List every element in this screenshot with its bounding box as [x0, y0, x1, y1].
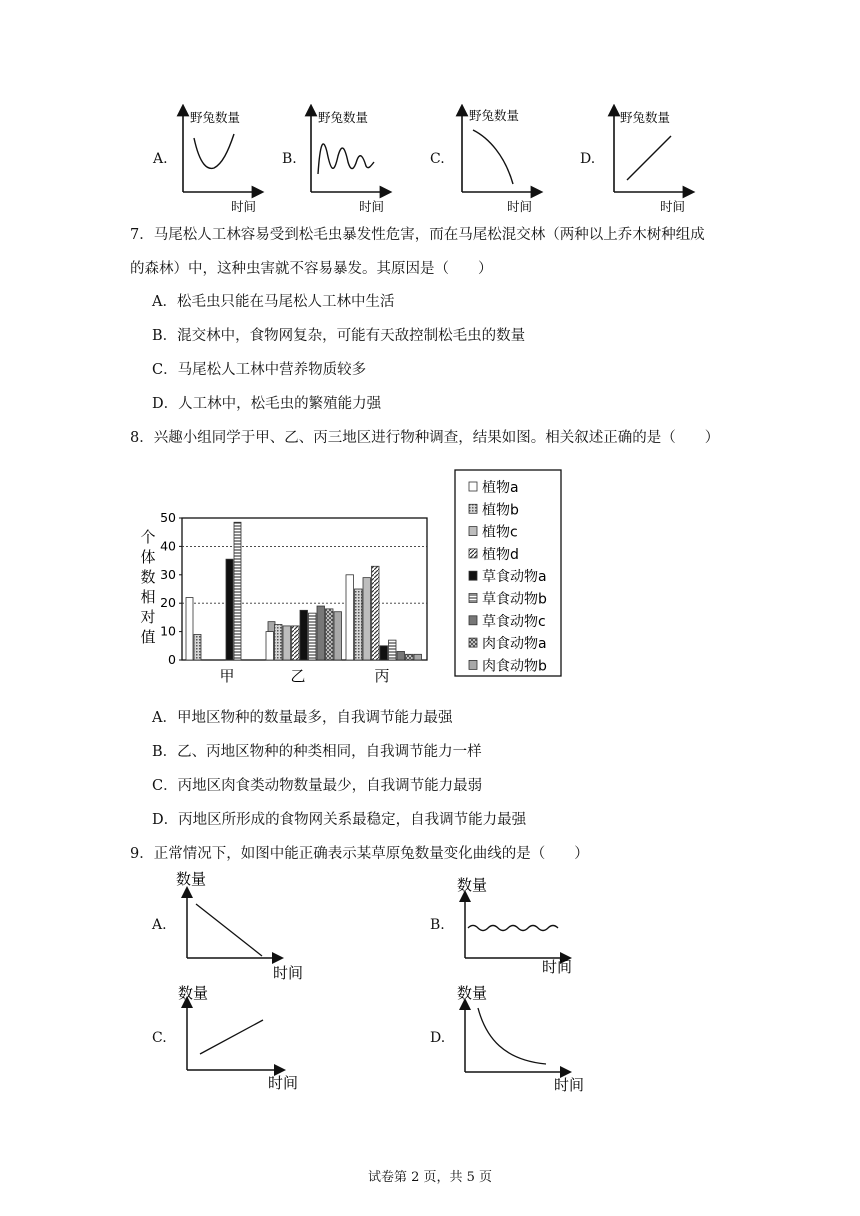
x-axis-label: 时间	[231, 199, 257, 214]
bar	[309, 613, 317, 660]
y-tick-label: 30	[160, 566, 176, 582]
q9-stem: 9．正常情况下，如图中能正确表示某草原兔数量变化曲线的是（ ）	[130, 846, 589, 862]
bar	[355, 589, 363, 660]
y-tick-label: 0	[168, 652, 176, 667]
legend-swatch	[469, 571, 477, 580]
q9-option-a-letter: A.	[152, 917, 167, 933]
y-axis-label: 数量	[457, 984, 488, 1002]
legend-label: 植物c	[482, 524, 518, 541]
legend-label: 植物d	[482, 546, 519, 563]
bar	[372, 566, 380, 660]
q6-graph-b	[298, 104, 398, 214]
q6-line-d	[627, 136, 671, 180]
y-tick-label: 40	[160, 538, 176, 554]
q7-option-d[interactable]: D．人工林中，松毛虫的繁殖能力强	[152, 396, 382, 412]
y-label-char: 体	[140, 548, 156, 566]
bar	[283, 626, 291, 660]
q6-graph-c	[449, 104, 549, 214]
x-axis-label: 时间	[660, 199, 686, 214]
q6-curve-a	[194, 134, 234, 168]
y-label-char: 数	[140, 568, 156, 586]
bar	[334, 612, 342, 660]
q9-graph-c	[168, 980, 318, 1098]
q9-curve-d	[478, 1008, 546, 1064]
chart-legend	[455, 470, 561, 676]
y-label-char: 相	[140, 588, 156, 606]
q8-option-a[interactable]: A．甲地区物种的数量最多，自我调节能力最强	[152, 710, 453, 726]
legend-swatch	[469, 594, 477, 603]
legend-label: 植物b	[482, 502, 519, 519]
q7-option-c[interactable]: C．马尾松人工林中营养物质较多	[152, 362, 367, 378]
y-axis-label: 野兔数量	[469, 108, 520, 123]
q9-line-c	[200, 1020, 263, 1054]
legend-swatch	[469, 616, 477, 625]
q7-option-b[interactable]: B．混交林中，食物网复杂，可能有天敌控制松毛虫的数量	[152, 328, 526, 344]
category-label: 丙	[374, 667, 390, 685]
q8-option-b[interactable]: B．乙、丙地区物种的种类相同，自我调节能力一样	[152, 744, 482, 760]
q9-option-c-letter: C.	[152, 1030, 167, 1046]
q9-curve-b	[468, 926, 558, 931]
x-axis-label: 时间	[268, 1074, 299, 1092]
q7-stem-line2: 的森林）中，这种虫害就不容易暴发。其原因是（ ）	[130, 261, 493, 277]
y-tick-label: 10	[160, 623, 176, 639]
bar	[363, 578, 371, 660]
q6-option-b-letter: B.	[282, 151, 297, 167]
q6-curve-b	[318, 144, 374, 174]
category-label: 乙	[290, 667, 306, 685]
x-axis-label: 时间	[542, 958, 573, 976]
legend-swatch	[469, 504, 477, 513]
bar	[292, 626, 300, 660]
q9-graph-a	[168, 866, 318, 984]
legend-label: 植物a	[482, 480, 519, 496]
q6-option-a-letter: A.	[153, 151, 168, 167]
bar	[346, 575, 354, 660]
y-axis-label: 数量	[457, 876, 488, 894]
y-axis-label: 野兔数量	[620, 110, 671, 125]
bar	[266, 632, 274, 660]
page-footer: 试卷第 2 页，共 5 页	[367, 1170, 493, 1185]
q6-option-d-letter: D.	[580, 151, 596, 167]
y-axis-label: 数量	[176, 870, 207, 888]
q6-curve-c	[473, 130, 513, 184]
bar	[317, 606, 325, 660]
y-axis-label: 数量	[178, 984, 209, 1002]
y-axis-label: 野兔数量	[318, 110, 369, 125]
x-axis-label: 时间	[554, 1076, 585, 1094]
y-tick-label: 20	[160, 595, 176, 611]
y-label-char: 个	[140, 528, 156, 546]
bar	[186, 598, 193, 660]
q8-option-c[interactable]: C．丙地区肉食类动物数量最少，自我调节能力最弱	[152, 778, 483, 794]
q8-bar-chart	[130, 462, 580, 692]
q9-option-b-letter: B.	[430, 917, 445, 933]
bar	[226, 559, 233, 660]
legend-label: 肉食动物b	[482, 658, 547, 675]
bar	[326, 609, 334, 660]
q6-option-c-letter: C.	[430, 151, 445, 167]
legend-label: 肉食动物a	[482, 636, 547, 653]
q9-option-d-letter: D.	[430, 1030, 446, 1046]
y-tick-label: 50	[160, 510, 176, 525]
bar	[406, 654, 414, 660]
bar	[397, 651, 405, 660]
q8-option-d[interactable]: D．丙地区所形成的食物网关系最稳定，自我调节能力最强	[152, 812, 527, 828]
q9-graph-d	[448, 980, 598, 1098]
y-label-char: 对	[140, 608, 156, 626]
bar	[194, 634, 201, 660]
x-axis-label: 时间	[507, 199, 533, 214]
bar	[380, 646, 388, 660]
q8-stem: 8．兴趣小组同学于甲、乙、丙三地区进行物种调查，结果如图。相关叙述正确的是（ ）	[130, 430, 720, 446]
bar	[234, 522, 241, 660]
legend-label: 草食动物b	[482, 591, 547, 608]
legend-swatch	[469, 660, 477, 669]
q9-graph-b	[448, 866, 598, 984]
legend-swatch	[469, 549, 477, 558]
legend-swatch	[469, 482, 477, 491]
legend-swatch	[469, 527, 477, 536]
x-axis-label: 时间	[273, 964, 304, 982]
category-label: 甲	[219, 667, 235, 685]
y-axis-label	[140, 528, 155, 646]
q6-graph-a	[170, 104, 270, 214]
x-axis-label: 时间	[359, 199, 385, 214]
bar	[389, 640, 397, 660]
bar	[275, 625, 283, 661]
legend-label: 草食动物c	[482, 613, 546, 630]
q7-option-a[interactable]: A．松毛虫只能在马尾松人工林中生活	[152, 294, 395, 310]
bar	[414, 654, 422, 660]
y-label-char: 值	[140, 628, 156, 646]
q7-stem-line1: 7．马尾松人工林容易受到松毛虫暴发性危害，而在马尾松混交林（两种以上乔木树种组成	[130, 227, 705, 243]
bar	[300, 610, 308, 660]
legend-label: 草食动物a	[482, 569, 547, 586]
y-axis-label: 野兔数量	[190, 110, 241, 125]
q6-graph-d	[601, 104, 701, 214]
q9-line-a	[196, 904, 262, 956]
legend-swatch	[469, 638, 477, 647]
